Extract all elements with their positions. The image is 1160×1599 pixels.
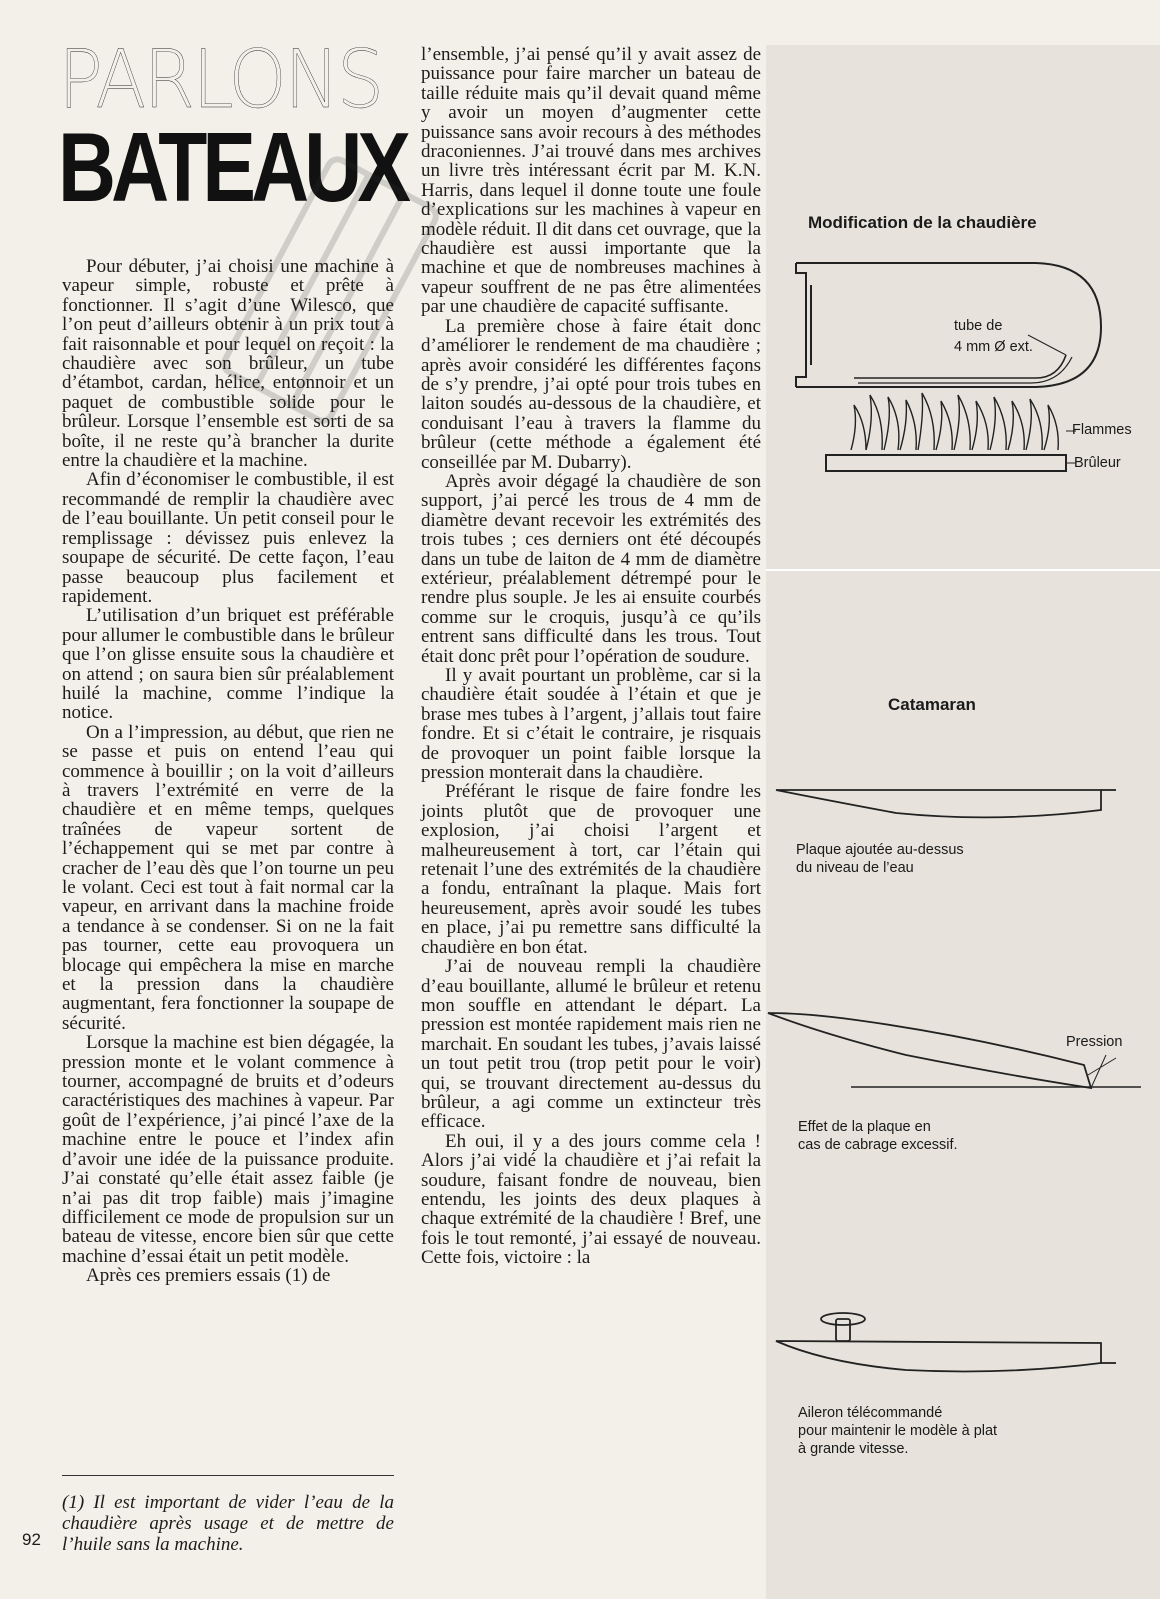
figure2-title: Catamaran bbox=[888, 695, 976, 714]
figure1-flames-label: Flammes bbox=[1072, 422, 1132, 438]
paragraph: l’ensemble, j’ai pensé qu’il y avait assez de puissance pour faire marcher un bateau de taille réduite mais qu’il devait quand même y avoir un moyen d’augmenter cette puissance sans avoir recours à des méthodes draconiennes. J’ai trouvé dans mes archives un livre très intéressant écrit par M. K.N. Harris, dans lequel il donne toute une foule d’explications sur les machines à vapeur en modèle réduit. Il dit dans cet ouvrage, que la chaudière est aussi importante que la machine et que de nombreuses machines à vapeur souffrent de ne pas être alimentées par une chaudière de capacité suffisante. bbox=[421, 44, 761, 318]
paragraph: L’utilisation d’un briquet est préférable pour allumer le combustible dans le brûleur que l’on glisse ensuite sous la chaudière et on attend ; on saura bien sûr préalablement huilé la machine, comme l’indique la notice. bbox=[62, 605, 394, 724]
title-line1: PARLONS bbox=[58, 33, 382, 126]
footnote-divider bbox=[62, 1475, 394, 1476]
figure2-caption3-line2: pour maintenir le modèle à plat bbox=[798, 1423, 998, 1439]
figure2-caption2-line1: Effet de la plaque en bbox=[798, 1119, 931, 1135]
text-column-2 bbox=[421, 45, 761, 1268]
figure1-title: Modification de la chaudière bbox=[808, 213, 1037, 232]
paragraph: Après ces premiers essais (1) de bbox=[86, 1265, 331, 1287]
figure1-tube-label-1: tube de bbox=[954, 318, 1003, 334]
paragraph: Après avoir dégagé la chaudière de son support, j’ai percé les trous de 4 mm de diamètre devant recevoir les extrémités des trois tubes ; ces derniers ont été découpés dans un tube de laiton de 4 mm de diamètre extérieur, préalablement détrempé pour le rendre plus souple. Je les ai ensuite courbés comme sur le croquis, jusqu’à ce qu’ils entrent sans difficulté dans les trous. Tout était donc prêt pour l’opération de soudure. bbox=[421, 470, 761, 667]
figure2-caption3-line1: Aileron télécommandé bbox=[798, 1405, 943, 1421]
page-number: 92 bbox=[22, 1530, 41, 1549]
text-column-1 bbox=[62, 257, 394, 1286]
paragraph: Pour débuter, j’ai choisi une machine à vapeur simple, robuste et prête à fonctionner. Il s’agit d’une Wilesco, que l’on peut d’ailleurs obtenir à un prix tout à fait raisonnable et pour lequel on reçoit : la chaudière avec son brûleur, un tube d’étambot, cardan, hélice, entonnoir et un paquet de combustible solide pour le brûleur. Lorsque l’ensemble est sorti de sa boîte, il ne reste qu’à brancher la durite entre la chaudière et la machine. bbox=[62, 256, 394, 472]
figure2-caption2-line2: cas de cabrage excessif. bbox=[798, 1137, 958, 1153]
paragraph: La première chose à faire était donc d’améliorer le rendement de ma chaudière ; après avoir considéré les différentes façons de s’y prendre, j’ai opté pour trois tubes en laiton soudés au-dessous de la chaudière, et conduisant l’eau à travers la flamme du brûleur (cette méthode a également été conseillée par M. Dubarry). bbox=[421, 315, 761, 473]
figure2-caption1-line1: Plaque ajoutée au-dessus bbox=[796, 842, 964, 858]
hull-drawing-3-overlay bbox=[766, 45, 1160, 1599]
paragraph: Afin d’économiser le combustible, il est recommandé de remplir la chaudière avec de l’eau bouillante. Un petit conseil pour le remplissage : dévissez puis enlevez la soupape de sécurité. De cette façon, l’eau passe beaucoup plus facilement et rapidement. bbox=[62, 469, 394, 607]
figure2-caption1-line2: du niveau de l’eau bbox=[796, 860, 914, 876]
paragraph: On a l’impression, au début, que rien ne se passe et puis on entend l’eau qui commence à bouillir ; on la voit d’ailleurs à travers l’extrémité en verre de la chaudière et en même temps, quelques traînées de vapeur sortent de l’échappement qui se met par contre à cracher de l’eau dès que l’on tourne un peu le volant. Ceci est tout à fait normal car la vapeur, en arrivant dans la machine froide a tendance à se condenser. Si on ne la fait pas tourner, cette eau provoquera un blocage qui empêchera la mise en marche et la pression dans la chaudière augmentant, fera fonctionner la soupape de sécurité. bbox=[62, 721, 394, 1034]
footnote: (1) Il est important de vider l’eau de la chaudière après usage et de mettre de l’huile sans la machine. bbox=[62, 1492, 394, 1555]
paragraph: Préférant le risque de faire fondre les joints plutôt que de provoquer une explosion, j’ai choisi l’argent et malheureusement à tort, car l’étain qui retenait l’une des extrémités de la chaudière a fondu, entraînant la plaque. Mais fort heureusement, après avoir soudé les tubes en place, j’ai pu remettre sans difficulté la chaudière en bon état. bbox=[421, 781, 761, 958]
figure2-caption3-line3: à grande vitesse. bbox=[798, 1441, 909, 1457]
paragraph: Lorsque la machine est bien dégagée, la pression monte et le volant commence à tourner, accompagné de bruits et d’odeurs caractéristiques des machines à vapeur. Par goût de l’expérience, j’ai pincé l’axe de la machine entre le pouce et l’index afin d’avoir une idée de la puissance produite. J’ai constaté qu’elle était assez faible (je n’ai pas dit trop faible) mais j’imagine difficilement ce mode de propulsion sur un bateau de vitesse, encore bien sûr que cette machine d’essai était un petit modèle. bbox=[62, 1032, 394, 1267]
figure1-burner-label: Brûleur bbox=[1074, 455, 1121, 471]
paragraph: Eh oui, il y a des jours comme cela ! Alors j’ai vidé la chaudière et j’ai refait la soudure, faisant fondre de nouveau, bien entendu, les joints des deux plaques à chaque extrémité de la chaudière ! Bref, une fois le tout remonté, j’ai essayé de nouveau. Cette fois, victoire : la bbox=[421, 1130, 761, 1269]
paragraph: Il y avait pourtant un problème, car si la chaudière était soudée à l’étain et que je brase mes tubes à l’argent, j’allais tout faire fondre. Et si c’était le contraire, je risquais de provoquer un point faible lorsque la pression monterait dans la chaudière. bbox=[421, 665, 761, 784]
figure1-tube-label-2: 4 mm Ø ext. bbox=[954, 339, 1033, 355]
figure2-pressure-label: Pression bbox=[1066, 1034, 1123, 1050]
paragraph: J’ai de nouveau rempli la chaudière d’eau bouillante, allumé le brûleur et retenu mon souffle en attendant le départ. La pression est montée rapidement mais rien ne marchait. En soudant les tubes, j’avais laissé un tout petit trou (trop petit pour le voir) qui, se trouvant directement au-dessus du brûleur, a agi comme un extincteur très efficace. bbox=[421, 956, 761, 1133]
title-line2: BATEAUX bbox=[58, 112, 407, 222]
